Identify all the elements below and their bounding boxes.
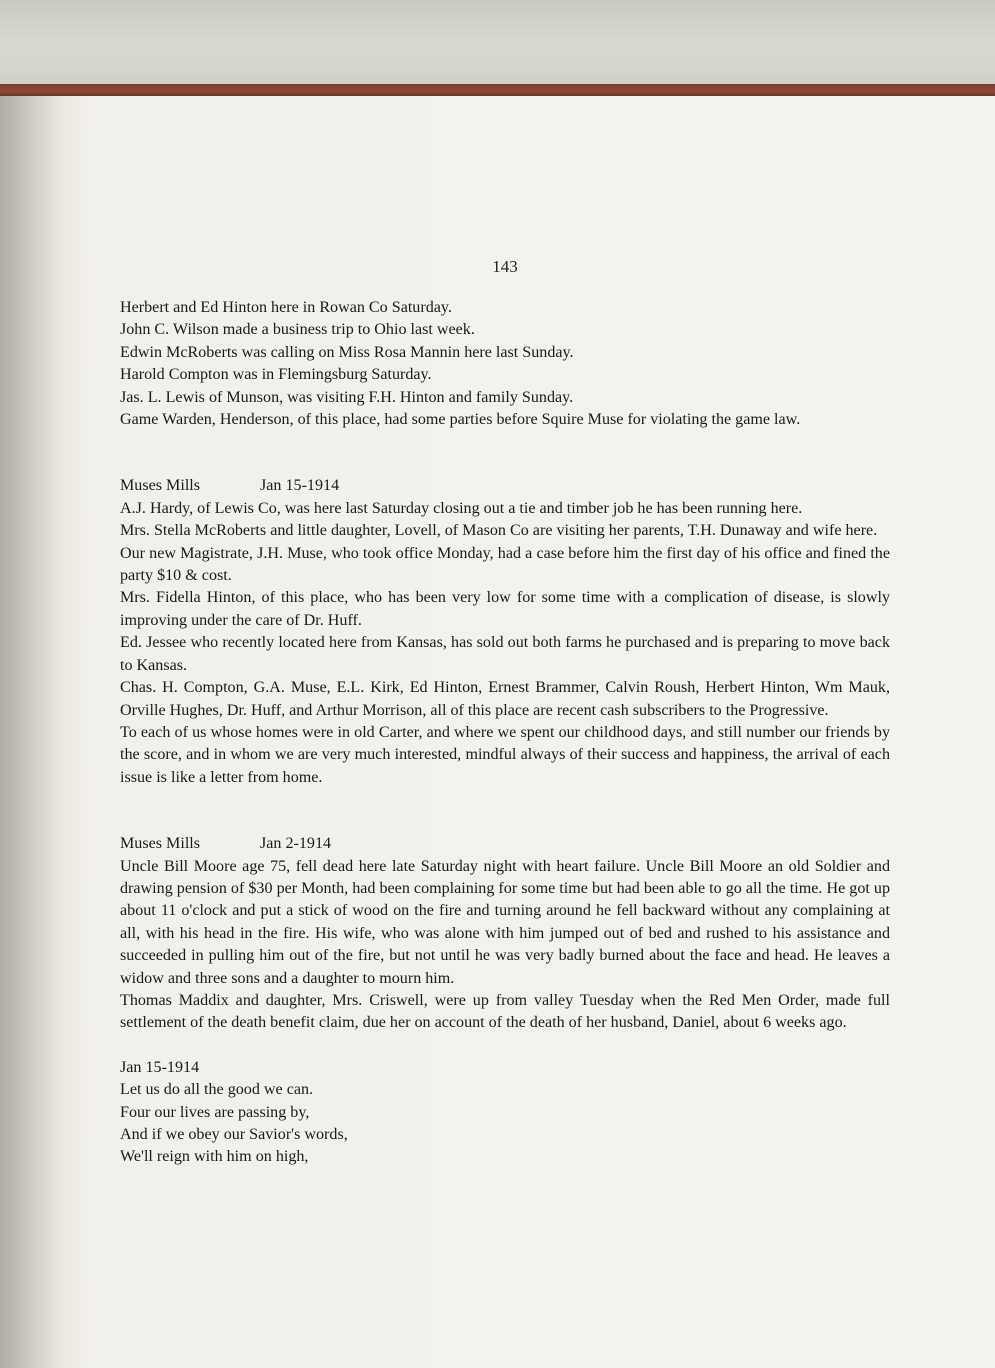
news-item: To each of us whose homes were in old Carter, and where we spent our childhood days, and still number our friends by the score, and in whom we are very much interested, mindful always of their success and happiness, the arrival of each issue is like a letter from home. — [120, 723, 890, 786]
news-item: Thomas Maddix and daughter, Mrs. Criswell, were up from valley Tuesday when the Red Men Order, made full settlement of the death benefit claim, due her on account of the death of her husband, Daniel, about 6 weeks ago. — [120, 991, 890, 1032]
poem-line: And if we obey our Savior's words, — [120, 1126, 348, 1143]
page-number: 143 — [492, 257, 518, 276]
background-top-band — [0, 0, 995, 84]
poem — [120, 1057, 890, 1169]
news-item: Jas. L. Lewis of Munson, was visiting F.H. Hinton and family Sunday. — [120, 388, 574, 406]
poem-line: Let us do all the good we can. — [120, 1081, 314, 1099]
news-section-1 — [120, 297, 890, 431]
news-item: Herbert and Ed Hinton here in Rowan Co Saturday. — [120, 299, 452, 316]
news-item: Edwin McRoberts was calling on Miss Rosa Mannin here last Sunday. — [120, 343, 574, 361]
news-item: Chas. H. Compton, G.A. Muse, E.L. Kirk, Ed Hinton, Ernest Brammer, Calvin Roush, Herbert Hinton, Wm Mauk, Orville Hughes, Dr. Huff, and Arthur Morrison, all of this place are recent cash subscribers to the Progressive. — [120, 679, 890, 719]
news-item: John C. Wilson made a business trip to Ohio last week. — [120, 321, 475, 339]
dateline-date: Jan 15-1914 — [260, 477, 340, 495]
book-cover-edge — [0, 84, 995, 96]
poem-line: Four our lives are passing by, — [120, 1103, 310, 1121]
news-section-3 — [120, 856, 890, 1035]
news-item: A.J. Hardy, of Lewis Co, was here last Saturday closing out a tie and timber job he has been running here. — [120, 499, 803, 517]
news-item: Mrs. Fidella Hinton, of this place, who has been very low for some time with a complication of disease, is slowly improving under the care of Dr. Huff. — [120, 589, 890, 629]
page-content — [120, 297, 890, 1169]
poem-date: Jan 15-1914 — [120, 1058, 200, 1076]
dateline-place: Muses Mills — [120, 835, 201, 853]
news-item: Harold Compton was in Flemingsburg Saturday. — [120, 366, 432, 384]
poem-line: We'll reign with him on high, — [120, 1148, 309, 1166]
news-item: Our new Magistrate, J.H. Muse, who took office Monday, had a case before him the first day of his office and fined the party $10 & cost. — [120, 544, 890, 585]
news-section-2 — [120, 498, 890, 789]
news-item: Game Warden, Henderson, of this place, had some parties before Squire Muse for violating the game law. — [120, 411, 801, 429]
news-item: Uncle Bill Moore age 75, fell dead here late Saturday night with heart failure. Uncle Bill Moore an old Soldier and drawing pension of $30 per Month, had been complaining for some time but had been able to go all the time. He got up about 11 o'clock and put a stick of wood on the fire and turning around he fell backward without any complaining at all, with his head in the fire. His wife, who was alone with him jumped out of bed and rushed to his assistance and succeeded in pulling him out of the fire, but not until he was very badly burned about the face and head. He leaves a widow and three sons and a daughter to mourn him. — [120, 857, 890, 987]
news-item: Ed. Jessee who recently located here from Kansas, has sold out both farms he purchased and is preparing to move back to Kansas. — [120, 634, 890, 674]
gutter-shadow — [0, 96, 60, 1368]
dateline-place: Muses Mills — [120, 477, 201, 495]
news-item: Mrs. Stella McRoberts and little daughter, Lovell, of Mason Co are visiting her parents, T.H. Dunaway and wife here. — [120, 522, 878, 540]
dateline-date: Jan 2-1914 — [260, 835, 332, 853]
dateline-1 — [120, 475, 890, 497]
dateline-2 — [120, 833, 890, 855]
